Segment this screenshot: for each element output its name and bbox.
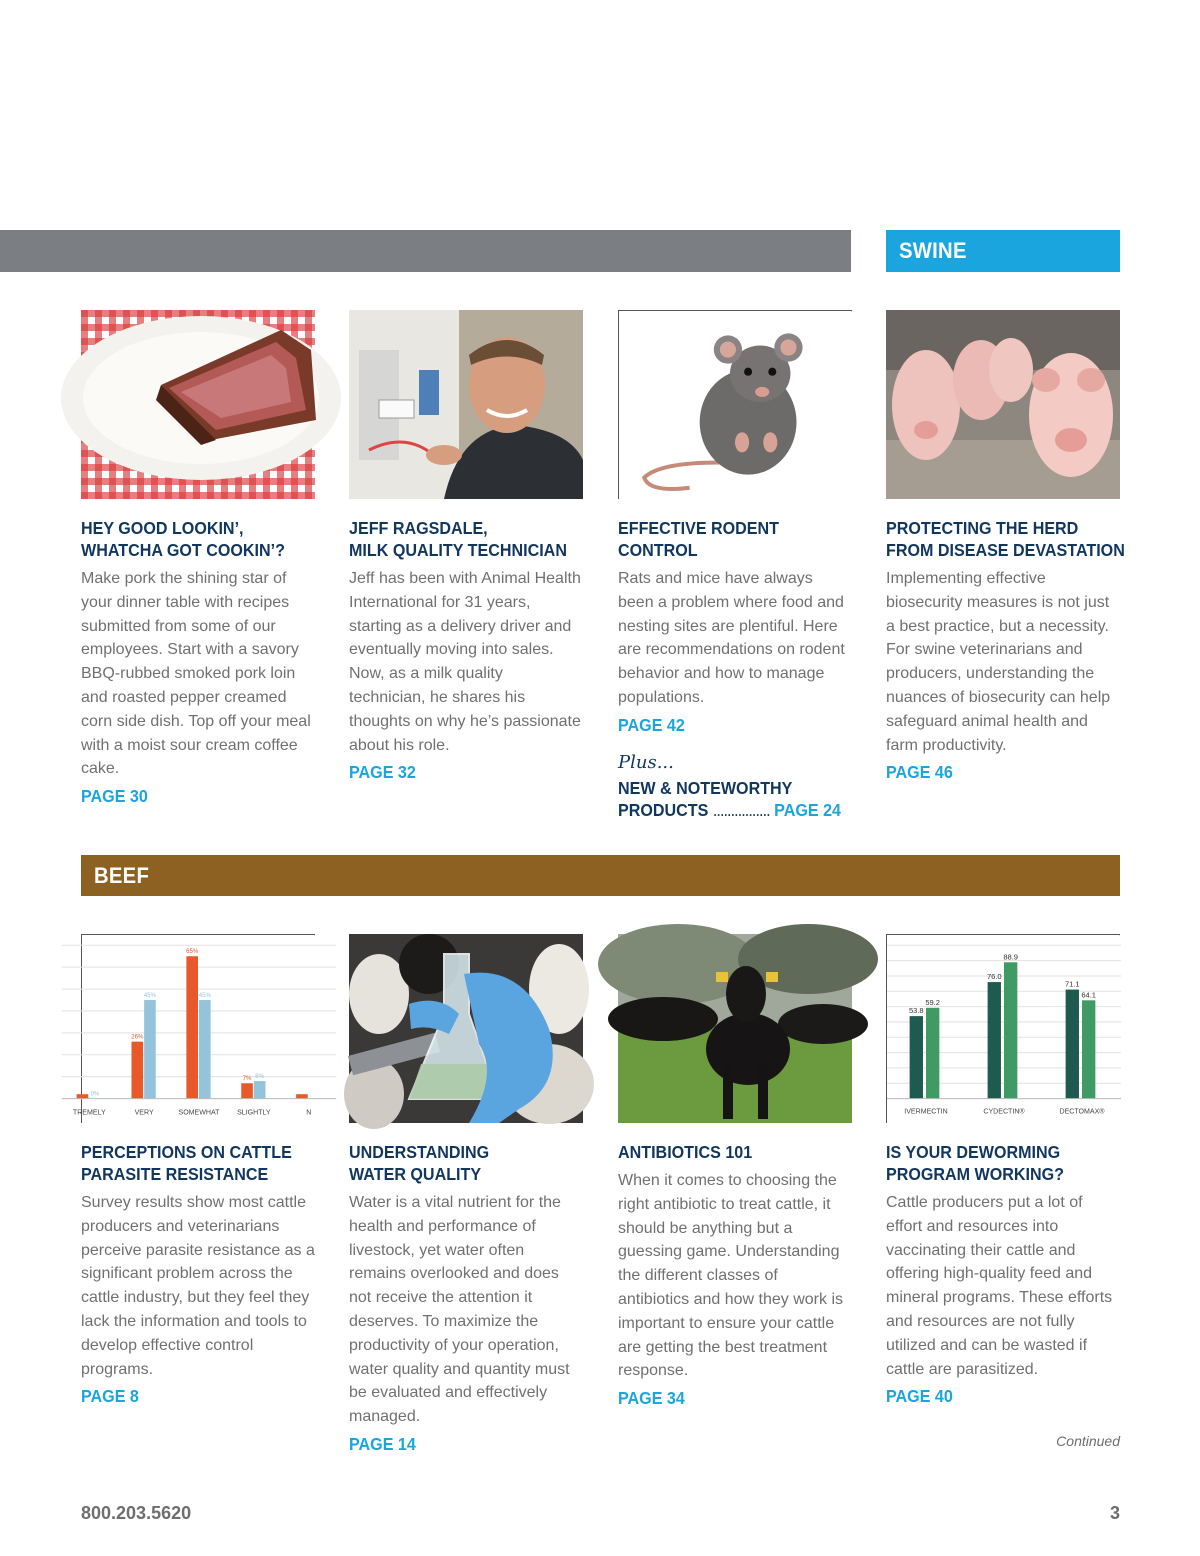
data-label: 45% [143,993,156,1000]
article-title: JEFF RAGSDALE, MILK QUALITY TECHNICIAN [349,518,567,560]
page-link[interactable]: PAGE 14 [349,1433,416,1454]
chart-bar [1066,990,1079,1099]
data-label: 8% [255,1074,265,1081]
article-card-antibiotics[interactable] [618,934,852,1409]
section-label-swine: SWINE [899,238,967,263]
article-card-water-quality[interactable] [349,934,583,1455]
chart-bar [1082,1000,1095,1098]
pigs-photo [886,310,1120,499]
page-link[interactable]: PAGE 34 [618,1388,685,1409]
article-body: Rats and mice have always been a problem where food and nesting sites are plentiful. Here are recommendations on rodent behavior and how to manage populations. [618,570,845,706]
chart-bar [910,1016,923,1098]
section-band-swine [886,230,1120,272]
chart-bar [77,1094,89,1098]
chart-bar [296,1094,308,1098]
page-link[interactable]: PAGE 32 [349,762,416,783]
chart-bar [254,1081,266,1099]
data-label: 65% [186,949,199,956]
article-card-jeff-ragsdale[interactable] [349,310,583,783]
chart-bar [926,1008,939,1099]
data-label: 0% [90,1091,100,1098]
article-card-swine-biosecurity[interactable] [886,310,1125,783]
pork-dish-image [81,310,315,499]
survey-chart-thumbnail [72,934,315,1123]
technician-photo [349,310,583,499]
page-number: 3 [1109,1503,1120,1523]
article-card-parasite-resistance[interactable] [72,934,315,1407]
tick-label: TREMELY [72,1109,106,1117]
article-title: ANTIBIOTICS 101 [618,1142,753,1162]
article-card-pork-recipes[interactable] [81,310,315,807]
deworming-chart-thumbnail [886,934,1120,1123]
data-label: 26% [131,1034,144,1041]
data-label: 59.2 [925,997,941,1007]
article-title: HEY GOOD LOOKIN’, WHATCHA GOT COOKIN’? [81,518,285,560]
chart-bar [186,956,198,1098]
data-label: 53.8 [908,1006,924,1016]
page-link[interactable]: PAGE 42 [618,714,685,735]
chart-bar [988,982,1001,1099]
article-body: Survey results show most cattle producers and veterinarians perceive parasite resistance as a significant problem across the cattle industry, but they feel they lack the information and tools to develop effective control programs. [81,1194,315,1378]
continued-label: Continued [1056,1433,1120,1449]
article-title: PROTECTING THE HERD FROM DISEASE DEVASTATION [886,518,1125,560]
plus-label: Plus... [618,751,674,773]
rat-image [618,310,852,499]
data-label: 64.1 [1081,990,1097,1000]
data-label: 88.9 [1003,952,1019,962]
article-card-deworming[interactable] [886,934,1120,1407]
data-label: 45% [198,993,211,1000]
tick-label: VERY [134,1109,154,1117]
article-body: Cattle producers put a lot of effort and resources into vaccinating their cattle and offering high-quality feed and mineral programs. These efforts and resources are not fully utilized and can be wasted if cattle are parasitized. [886,1194,1113,1378]
article-body: Make pork the shining star of your dinner table with recipes submitted from some of our employees. Start with a savory BBQ-rubbed smoked pork loin and roasted pepper creamed corn side dish. Top off your meal with a moist sour cream coffee cake. [81,570,311,778]
data-label: 71.1 [1064,979,1080,989]
section-band-gray [0,230,851,272]
data-label: 7% [242,1076,252,1083]
chart-bar [132,1042,144,1099]
data-label: 76.0 [986,972,1002,982]
tick-label: CYDECTIN® [983,1108,1025,1116]
tick-label: SOMEWHAT [178,1109,220,1117]
new-noteworthy-link[interactable]: NEW & NOTEWORTHY PRODUCTS ................ PAGE 24 [618,777,841,820]
section-label-beef: BEEF [94,863,150,888]
page-link[interactable]: PAGE 40 [886,1386,953,1407]
article-body: When it comes to choosing the right antibiotic to treat cattle, it should be anything but a guessing game. Understanding the different classes of antibiotics and how they work is important to ensure your cattle are getting the best treatment response. [618,1172,843,1380]
article-title: UNDERSTANDING WATER QUALITY [349,1142,490,1184]
tick-label: N [306,1109,312,1117]
article-body: Jeff has been with Animal Health International for 31 years, starting as a delivery driver and eventually moving into sales. Now, as a milk quality technician, he shares his thoughts on why he’s passionate about his role. [349,570,581,754]
page-link[interactable]: PAGE 30 [81,786,148,807]
chart-bar [199,1000,211,1099]
article-body: Implementing effective biosecurity measures is not just a best practice, but a necessity. For swine veterinarians and producers, understanding the nuances of biosecurity can help safeguard animal health and farm productivity. [886,570,1111,754]
water-flask-photo [349,934,583,1123]
chart-bar [241,1083,253,1098]
tick-label: DECTOMAX® [1059,1108,1105,1116]
article-title: EFFECTIVE RODENT CONTROL [618,518,780,560]
section-band-beef [81,855,1120,896]
tick-label: IVERMECTIN [904,1108,948,1116]
article-title: PERCEPTIONS ON CATTLE PARASITE RESISTANCE [81,1142,292,1184]
chart-bar [144,1000,156,1099]
article-card-rodent-control[interactable] [618,310,852,821]
article-body: Water is a vital nutrient for the health and performance of livestock, yet water often remains overlooked and does not receive the attention it deserves. To maximize the productivity of your operation, water quality and quantity must be evaluated and effectively managed. [349,1194,570,1426]
page-link[interactable]: PAGE 46 [886,762,953,783]
chart-bar [1004,962,1017,1098]
page-link[interactable]: PAGE 8 [81,1386,139,1407]
article-title: IS YOUR DEWORMING PROGRAM WORKING? [886,1142,1064,1184]
phone-number[interactable]: 800.203.5620 [81,1503,192,1523]
black-cow-photo [618,934,852,1123]
tick-label: SLIGHTLY [237,1109,271,1117]
